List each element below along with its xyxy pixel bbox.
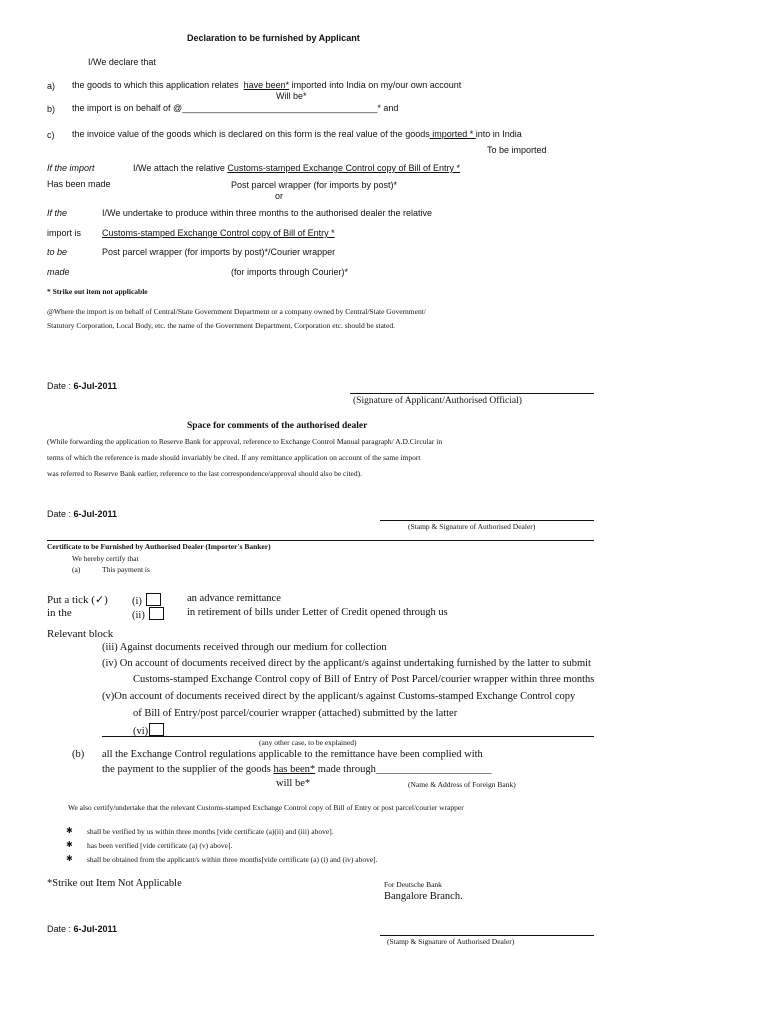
comments-text-3: was referred to Reserve Bank earlier, reference to the last correspondence/approval should also be cited). xyxy=(47,469,362,478)
foreign-bank: (Name & Address of Foreign Bank) xyxy=(408,780,516,789)
certify-a-label: (a) xyxy=(72,565,81,574)
b-line-1: all the Exchange Control regulations applicable to the remittance have been complied with xyxy=(102,749,483,760)
opt-ii-text: in retirement of bills under Letter of Credit opened through us xyxy=(187,607,448,618)
date-2 xyxy=(47,509,117,519)
import-tobe-line-3: Post parcel wrapper (for imports by post)*/Courier wrapper xyxy=(102,247,336,257)
opt-ii xyxy=(132,607,164,621)
bullet-2: has been verified [vide certificate (a) (v) above]. xyxy=(87,841,233,850)
item-a-pre: the goods to which this application relates xyxy=(72,80,239,90)
stamp-signature-1: (Stamp & Signature of Authorised Dealer) xyxy=(408,522,536,531)
stamp-signature-2: (Stamp & Signature of Authorised Dealer) xyxy=(387,937,515,946)
certify-a-text: This payment is xyxy=(102,565,150,574)
date-value: 6-Jul-2011 xyxy=(73,381,118,391)
relevant-block: Relevant block xyxy=(47,628,114,640)
opt-i-label: (i) xyxy=(132,596,142,607)
import-tobe-line-2: Customs-stamped Exchange Control copy of Bill of Entry * xyxy=(102,228,335,238)
import-tobe-side-4: made xyxy=(47,267,70,277)
import-made-text xyxy=(133,163,460,173)
item-b-text: the import is on behalf of @_______________________________________* and xyxy=(72,103,399,113)
opt-vi-label: (vi) xyxy=(133,726,149,737)
import-made-side-2: Has been made xyxy=(47,179,111,189)
b-label: (b) xyxy=(72,749,85,760)
at-note-1: @Where the import is on behalf of Central/State Government Department or a company owned by Central/State Government/ xyxy=(47,307,426,316)
signature-line xyxy=(350,393,594,394)
opt-iii: (iii) Against documents received through our medium for collection xyxy=(102,642,387,653)
item-c-alt: To be imported xyxy=(487,145,547,155)
date-label: Date : xyxy=(47,924,74,934)
import-tobe-side-2: import is xyxy=(47,228,82,238)
item-c-post: into in India xyxy=(475,129,522,139)
item-a-alt: Will be* xyxy=(276,91,307,101)
bullet-3-icon: ✱ xyxy=(66,854,73,863)
for-bank: For Deutsche Bank xyxy=(384,880,442,889)
opt-iv-1: (iv) On account of documents received direct by the applicant/s against undertaking furnished by the latter to submit xyxy=(102,658,591,669)
other-case-line xyxy=(102,736,594,737)
date-value: 6-Jul-2011 xyxy=(73,509,118,519)
opt-v-2: of Bill of Entry/post parcel/courier wrapper (attached) submitted by the latter xyxy=(133,708,458,719)
opt-vi-checkbox[interactable] xyxy=(149,723,164,736)
import-made-or: or xyxy=(275,191,284,201)
opt-iv-2: Customs-stamped Exchange Control copy of Bill of Entry of Post Parcel/courier wrapper within three months xyxy=(133,674,595,685)
stamp-line-1 xyxy=(380,520,594,521)
bullet-1-icon: ✱ xyxy=(66,826,73,835)
item-a-label: a) xyxy=(47,81,56,91)
comments-heading: Space for comments of the authorised dealer xyxy=(187,421,368,431)
item-c-text xyxy=(72,129,522,139)
import-made-text-pre: I/We attach the relative xyxy=(133,163,228,173)
item-a-text xyxy=(72,80,461,90)
date-1 xyxy=(47,381,117,391)
stamp-line-2 xyxy=(380,935,594,936)
opt-i-checkbox[interactable] xyxy=(146,593,161,606)
bullet-3: shall be obtained from the applicant/s within three months[vide certificate (a) (i) and (iv) above]. xyxy=(87,855,378,864)
date-label: Date : xyxy=(47,509,74,519)
import-tobe-line-4: (for imports through Courier)* xyxy=(231,267,349,277)
comments-text-2: terms of which the reference is made should invariably be cited. If any remittance application on account of the same import xyxy=(47,453,421,462)
import-made-side-1: If the import xyxy=(47,163,95,173)
item-c-label: c) xyxy=(47,130,55,140)
b-willbe: will be* xyxy=(276,778,311,789)
certificate-heading: Certificate to be Furnished by Authorised Dealer (Importer's Banker) xyxy=(47,542,271,551)
import-tobe-line-1: I/We undertake to produce within three months to the authorised dealer the relative xyxy=(102,208,433,218)
opt-i-text: an advance remittance xyxy=(187,593,281,604)
import-made-text-underlined: Customs-stamped Exchange Control copy of Bill of Entry * xyxy=(227,163,460,173)
opt-ii-label: (ii) xyxy=(132,610,145,621)
declare-intro: I/We declare that xyxy=(88,57,156,67)
import-tobe-side-3: to be xyxy=(47,247,68,257)
signature-applicant: (Signature of Applicant/Authorised Official) xyxy=(353,396,522,406)
b-line-2-post: made through______________________ xyxy=(315,764,492,775)
also-certify: We also certify/undertake that the relevant Customs-stamped Exchange Control copy of Bill of Entry or post parcel/courier wrapper xyxy=(68,803,464,812)
put-tick-1: Put a tick (✓) xyxy=(47,594,108,606)
opt-vi xyxy=(133,723,164,737)
import-made-alt: Post parcel wrapper (for imports by post)* xyxy=(231,180,398,190)
page-title: Declaration to be furnished by Applicant xyxy=(187,33,360,43)
item-a-underlined: have been* xyxy=(243,80,290,90)
bullet-1: shall be verified by us within three months [vide certificate (a)(ii) and (iii) above]. xyxy=(87,827,334,836)
b-line-2-pre: the payment to the supplier of the goods xyxy=(102,764,274,775)
item-c-pre: the invoice value of the goods which is declared on this form is the real value of the goods xyxy=(72,129,430,139)
opt-ii-checkbox[interactable] xyxy=(149,607,164,620)
other-case: (any other case, to be explained) xyxy=(259,738,357,747)
strike-note-2: *Strike out Item Not Applicable xyxy=(47,878,182,889)
strike-note: * Strike out item not applicable xyxy=(47,287,148,296)
at-note-2: Statutory Corporation, Local Body, etc. the name of the Government Department, Corporation etc. should be stated. xyxy=(47,321,395,330)
date-label: Date : xyxy=(47,381,74,391)
branch: Bangalore Branch. xyxy=(384,891,463,902)
opt-i xyxy=(132,593,161,607)
date-3 xyxy=(47,924,117,934)
b-line-2 xyxy=(102,764,491,775)
item-c-underlined: imported * xyxy=(429,129,476,139)
opt-v-1: (v)On account of documents received direct by the applicant/s against Customs-stamped Exchange Control copy xyxy=(102,691,576,702)
b-line-2-underlined: has been* xyxy=(273,764,316,775)
import-tobe-side-1: If the xyxy=(47,208,68,218)
section-divider xyxy=(47,540,594,541)
certify-line: We hereby certify that xyxy=(72,554,139,563)
put-tick-2: in the xyxy=(47,607,72,619)
item-b-label: b) xyxy=(47,104,56,114)
bullet-2-icon: ✱ xyxy=(66,840,73,849)
date-value: 6-Jul-2011 xyxy=(73,924,118,934)
item-a-post: imported into India on my/our own account xyxy=(289,80,462,90)
comments-text-1: (While forwarding the application to Reserve Bank for approval, reference to Exchange Control Manual paragraph/ A.D.Circular in xyxy=(47,437,443,446)
